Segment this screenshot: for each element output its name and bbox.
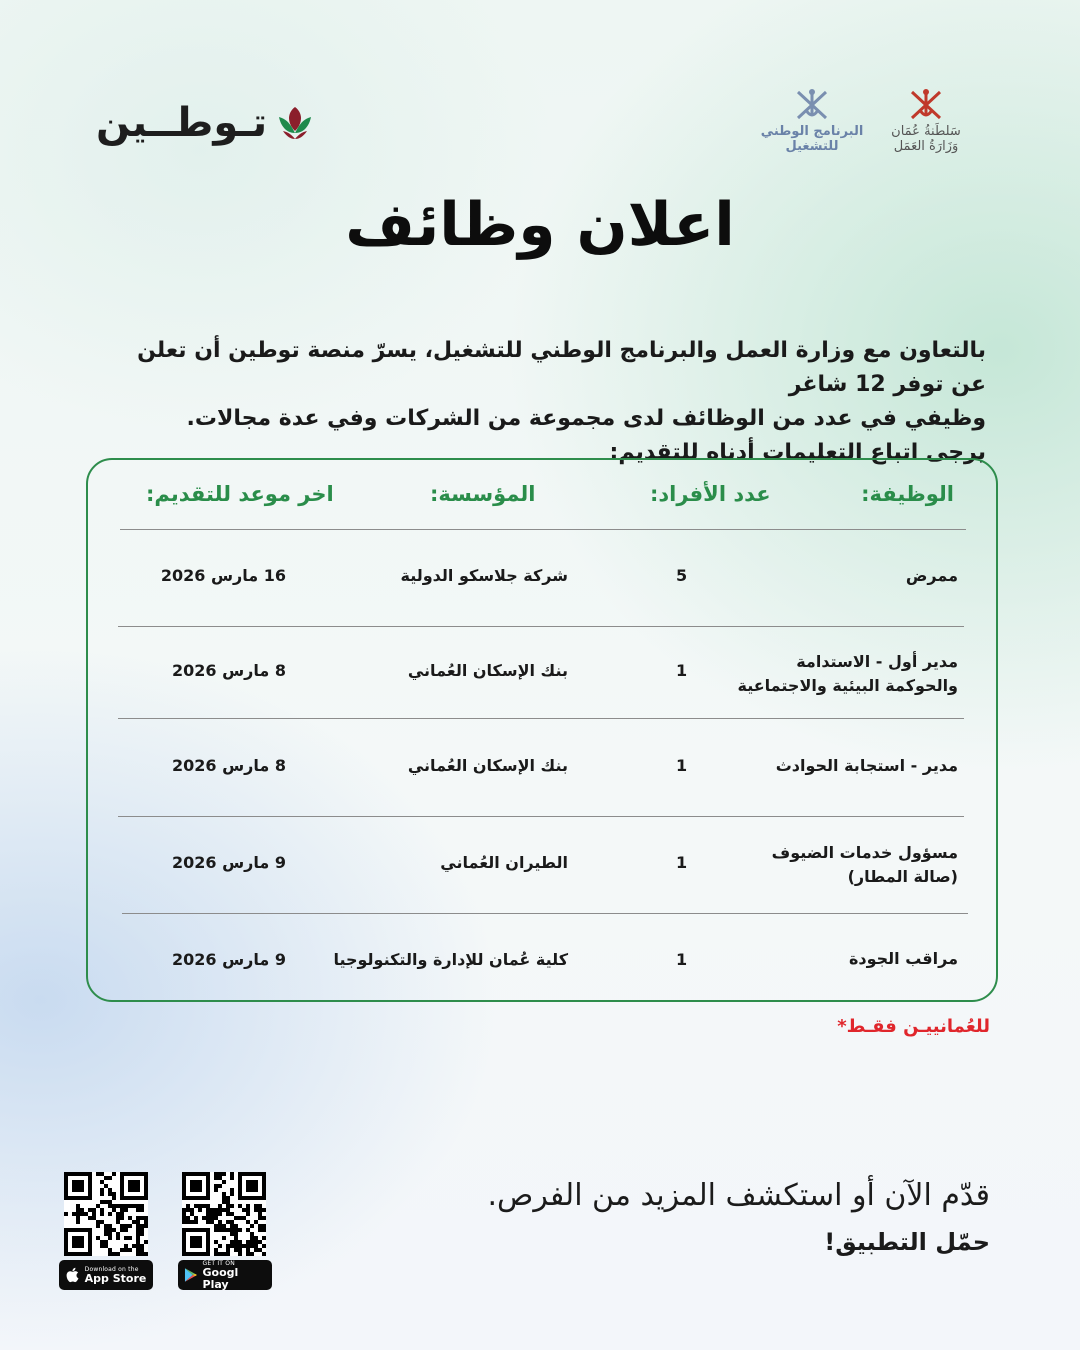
header-divider [120,529,966,530]
row-2-job-line1: مدير أول - الاستدامة [796,652,958,671]
google-play-icon [184,1267,198,1283]
row-2-organization: بنك الإسكان العُماني [407,661,568,680]
header-job: الوظيفة: [861,482,954,506]
row-divider [122,913,968,914]
npe-logo [760,84,864,154]
oman-emblem-icon [906,84,946,124]
ministry-of-labour-logo [878,84,974,154]
google-play-small-text: GET IT ON [202,1259,235,1267]
app-store-small-text: Download on the [84,1265,139,1273]
google-play-qr-code[interactable] [182,1172,266,1256]
brand-name: تـوطــين [96,100,268,146]
intro-line: بالتعاون مع وزارة العمل والبرنامج الوطني للتشغيل، يسرّ منصة توطين أن تعلن عن توفر 12 شاغر [137,338,986,397]
google-play-label: Googl Play [202,1265,239,1291]
row-2-deadline: 8 مارس 2026 [171,661,286,680]
intro-line: وظيفي في عدد من الوظائف لدى مجموعة من الشركات وفي عدة مجالات. [186,406,986,431]
npe-name-line2: للتشغيل [785,139,839,154]
intro-paragraph [126,334,986,470]
row-4-job-line1: مسؤول خدمات الضيوف [771,843,958,862]
page-title: اعلان وظائف [345,190,735,260]
row-4-organization: الطيران العُماني [440,853,568,872]
npe-name-line1: البرنامج الوطني [760,124,864,139]
cta-text: قدّم الآن أو استكشف المزيد من الفرص. [487,1178,990,1213]
ministry-name: وَزَارَةُ العَمَل [893,139,959,154]
row-5-job: مراقب الجودة [848,949,958,968]
row-2-count: 1 [676,661,688,680]
row-1-count: 5 [676,566,688,585]
sultanate-name: سَلطَنةُ عُمَان [891,124,961,139]
government-logos [760,84,974,154]
row-2-job-line2: والحوكمة البيئية والاجتماعية [737,676,958,695]
row-1-organization: شركة جلاسكو الدولية [400,566,568,585]
app-store-label: App Store [84,1271,147,1285]
app-store-button[interactable] [59,1260,153,1290]
row-divider [118,626,964,627]
app-store-qr-code[interactable] [64,1172,148,1256]
row-3-organization: بنك الإسكان العُماني [407,756,568,775]
header-count: عدد الأفراد: [650,482,771,506]
row-5-organization: كلية عُمان للإدارة والتكنولوجيا [333,950,568,969]
npe-emblem-icon [792,84,832,124]
download-app-text: حمّل التطبيق! [824,1228,990,1256]
row-4-job-line2: (صالة المطار) [847,867,958,886]
brand-logo [96,100,315,146]
omanis-only-note: للعُمانييـن فقـط* [837,1016,990,1037]
row-divider [118,816,964,817]
row-4-count: 1 [676,853,688,872]
row-divider [118,718,964,719]
row-5-count: 1 [676,950,688,969]
row-1-deadline: 16 مارس 2026 [160,566,286,585]
header-organization: المؤسسة: [430,482,536,506]
row-3-count: 1 [676,756,688,775]
google-play-button[interactable] [178,1260,272,1290]
jobs-table-card [86,458,998,1002]
brand-leaf-icon [275,103,315,143]
row-3-deadline: 8 مارس 2026 [171,756,286,775]
intro-line: يرجى اتباع التعليمات أدناه للتقديم: [609,440,986,465]
row-5-deadline: 9 مارس 2026 [171,950,286,969]
row-1-job: ممرض [905,566,958,585]
apple-icon [66,1267,80,1283]
header-deadline: اخر موعد للتقديم: [146,482,334,506]
row-3-job: مدير - استجابة الحوادث [775,756,958,775]
row-4-deadline: 9 مارس 2026 [171,853,286,872]
